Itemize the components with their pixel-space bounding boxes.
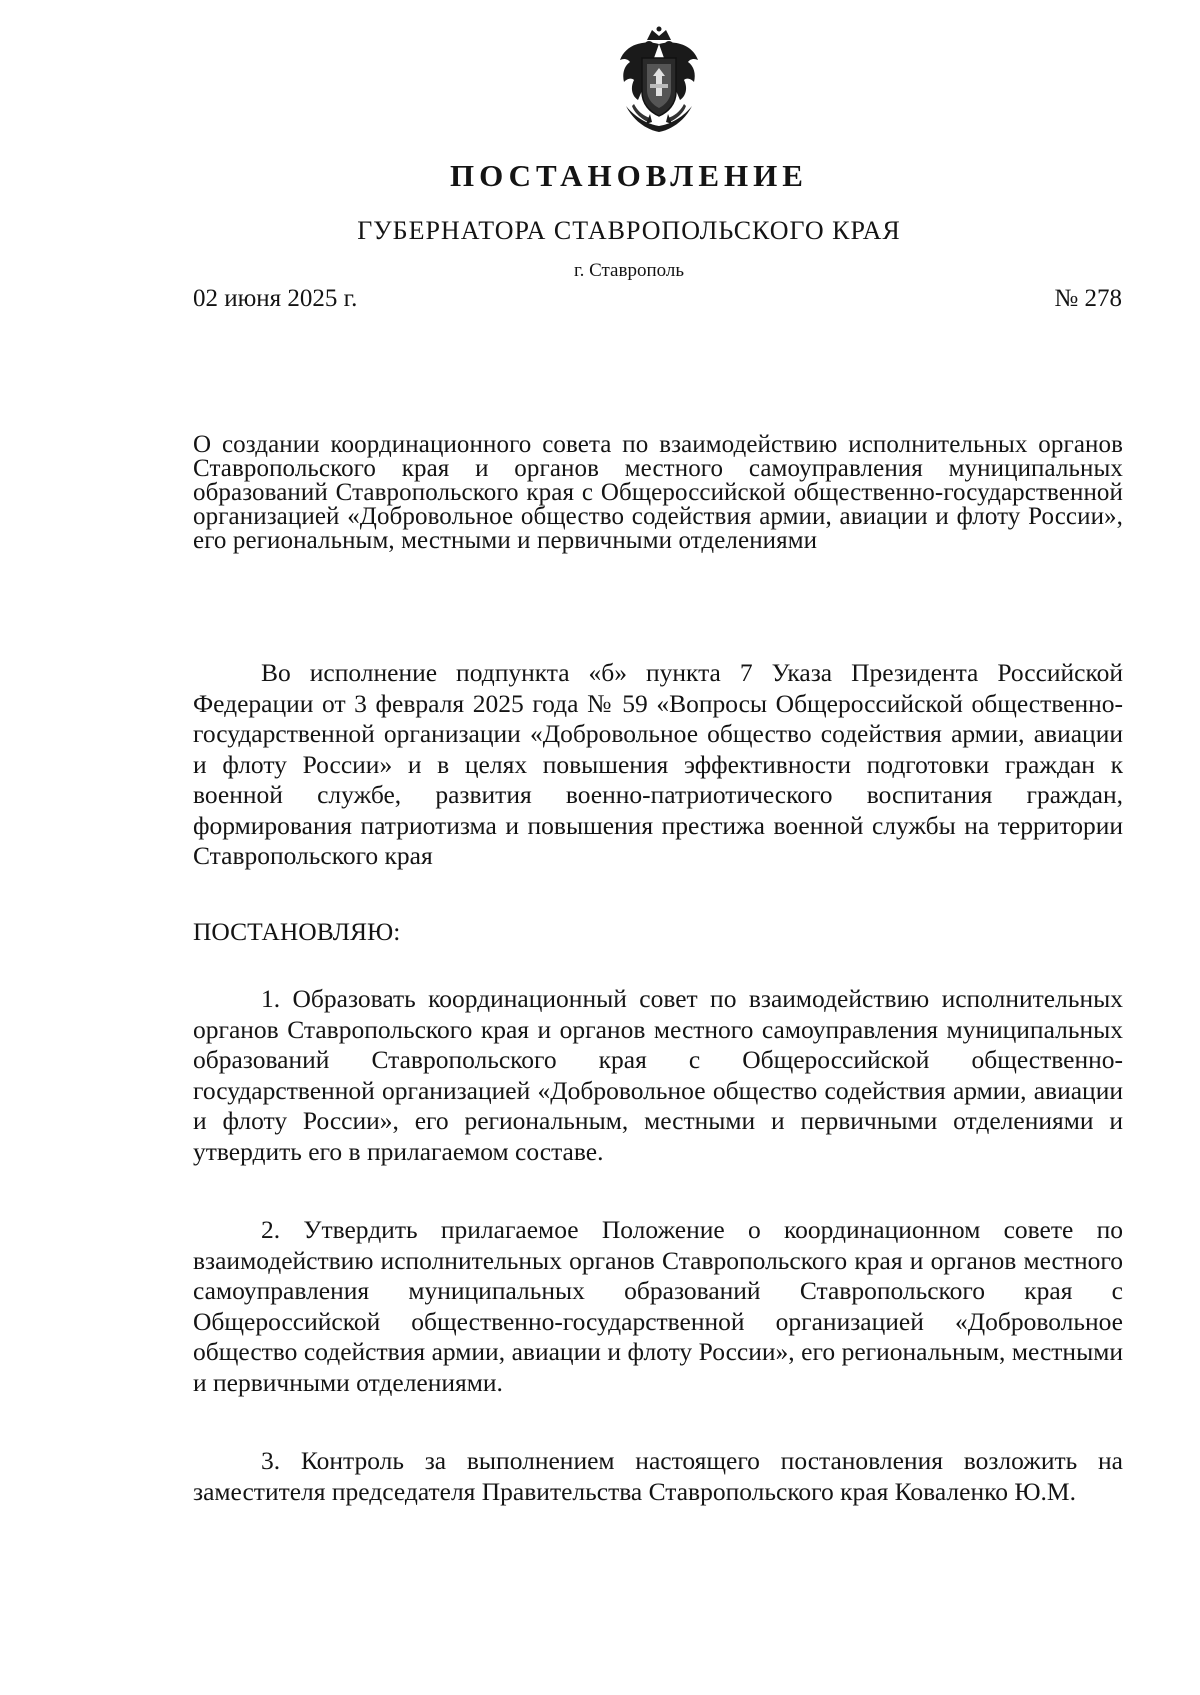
decree-item-3: 3. Контроль за выполнением настоящего постановления возложить на заместителя председателя Правительства Ставропольского края Коваленко Ю.М. (193, 1446, 1123, 1506)
preamble-paragraph: Во исполнение подпункта «б» пункта 7 Указа Президента Российской Федерации от 3 февраля 2025 года № 59 «Вопросы Общероссийской общественно-государственной организации «Добровольное общество содействия армии, авиации и флоту России» и в целях повышения эффективности подготовки граждан к военной службе, развития военно-патриотического воспитания граждан, формирования патриотизма и повышения престижа военной службы на территории Ставропольского края (193, 658, 1123, 870)
decree-item-2: 2. Утвердить прилагаемое Положение о координационном совете по взаимодействию исполнительных органов Ставропольского края и органов местного самоуправления муниципальных образований Ставропольского края с Общероссийской общественно-государственной организацией «Добровольное общество содействия армии, авиации и флоту России», его региональным, местными и первичными отделениями. (193, 1215, 1123, 1397)
coat-of-arms-icon (614, 26, 704, 136)
decree-word: ПОСТАНОВЛЯЮ: (193, 917, 401, 946)
document-title: ПОСТАНОВЛЕНИЕ (450, 158, 808, 193)
decree-item-1: 1. Образовать координационный совет по взаимодействию исполнительных органов Ставропольского края и органов местного самоуправления муниципальных образований Ставропольского края с Общероссийской общественно-государственной организацией «Добровольное общество содействия армии, авиации и флоту России», его региональным, местными и первичными отделениями и утвердить его в прилагаемом составе. (193, 984, 1123, 1166)
document-subject: О создании координационного совета по взаимодействию исполнительных органов Ставропольского края и органов местного самоуправления муниципальных образований Ставропольского края с Общероссийской общественно-государственной организацией «Добровольное общество содействия армии, авиации и флоту России», его региональным, местными и первичными отделениями (193, 431, 1123, 554)
document-date: 02 июня 2025 г. (193, 285, 358, 312)
document-city: г. Ставрополь (573, 260, 685, 281)
document-number: № 278 (1054, 285, 1122, 312)
document-issuer: ГУБЕРНАТОРА СТАВРОПОЛЬСКОГО КРАЯ (357, 216, 901, 245)
